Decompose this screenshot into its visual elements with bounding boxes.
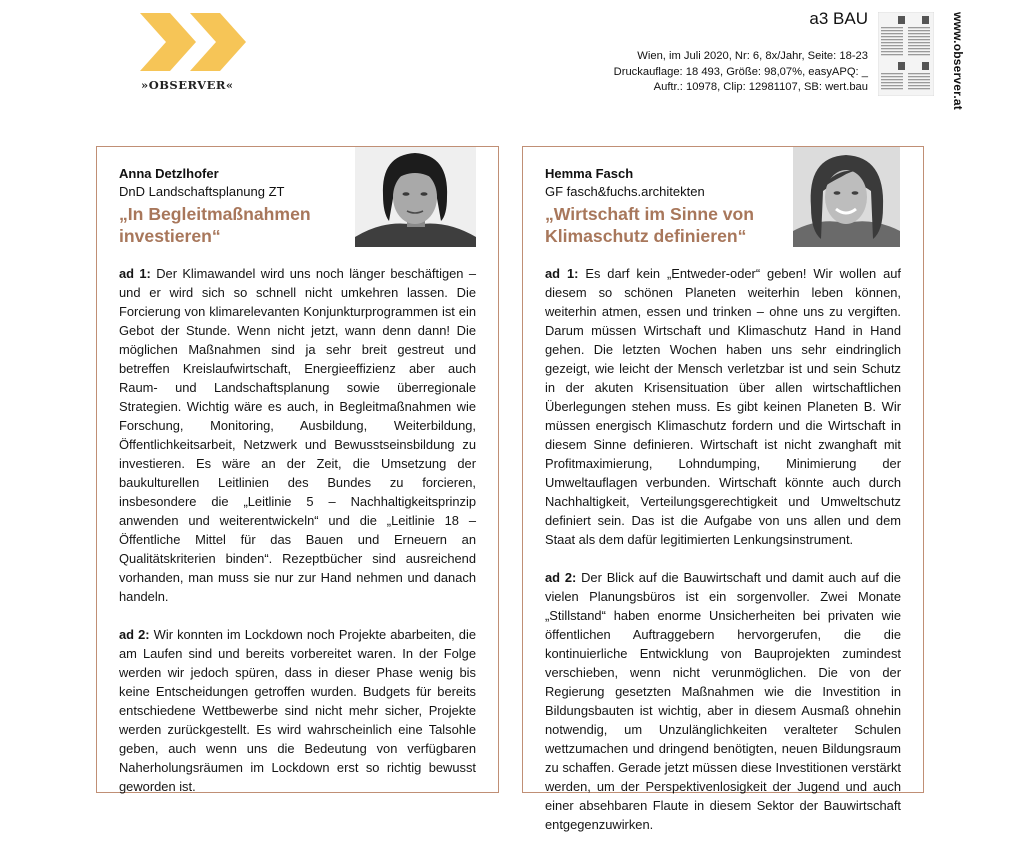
website-url: www.observer.at bbox=[951, 12, 965, 110]
person-name: Anna Detzlhofer bbox=[119, 166, 219, 181]
meta-line: Auftr.: 10978, Clip: 12981107, SB: wert.bau bbox=[653, 81, 868, 94]
answer-text: Wir konnten im Lockdown noch Projekte abarbeiten, die am Laufen sind und bereits vorbereitet waren. In der Folge werden wir jedoch spüren, dass in dieser Phase wenig bis keine Entscheidungen getroffen wurden. Budgets für bereits entschiedene Wettbewerbe sind nicht mehr sicher, Projekte werden zurückgestellt. Es wird wahrscheinlich eine Talsohle geben, auch wenn uns die Bedeutung von verfügbaren Naherholungsräumen im Lockdown erst so richtig bewusst geworden ist. bbox=[119, 627, 476, 794]
meta-line: Druckauflage: 18 493, Größe: 98,07%, easyAPQ: _ bbox=[613, 65, 868, 78]
person-role: GF fasch&fuchs.architekten bbox=[545, 184, 705, 199]
answer-paragraph-1 bbox=[119, 264, 476, 606]
logo-text: »OBSERVER« bbox=[141, 78, 234, 92]
answer-label: ad 1: bbox=[545, 266, 579, 281]
quote-line: investieren“ bbox=[119, 226, 221, 246]
article-body bbox=[545, 264, 901, 853]
quote-line: „Wirtschaft im Sinne von bbox=[545, 204, 755, 224]
quote-line: Klimaschutz definieren“ bbox=[545, 226, 747, 246]
answer-paragraph-1 bbox=[545, 264, 901, 549]
answer-label: ad 2: bbox=[119, 627, 150, 642]
person-name: Hemma Fasch bbox=[545, 166, 634, 181]
answer-text: Der Blick auf die Bauwirtschaft und damit auch auf die vielen Planungsbüros ist ein sorgenvoller. Zwei Monate „Stillstand“ haben enorme Unsicherheiten bei privaten wie öffentlichen Auftraggebern hervorgerufen, die die kontinuierliche Entwicklung von Bauprojekten zumindest verschieben, wenn nicht verunmöglichen. Die von der Regierung gesetzten Maßnahmen wie die Investition in Bildungsbauten ist wichtig, aber in diesem Ausmaß ohnehin notwendig, um Unzulänglichkeiten veralteter Schulen wettzumachen und dringend benötigten, neuen Bildungsraum zu schaffen. Gerade jetzt müssen diese Investitionen verstärkt werden, um der Perspektivenlosigkeit der Jugend und auch einer absehbaren Flaute in diesem Sektor der Bauwirtschaft entgegenzuwirken. bbox=[545, 570, 901, 832]
portrait-photo bbox=[793, 147, 900, 247]
answer-text: Es darf kein „Entweder-oder“ geben! Wir wollen auf diesem so schönen Planeten weiterhin leben können, weiterhin atmen, essen und trinken – ohne uns zu vergiften. Darum müssen Wirtschaft und Klimaschutz Hand in Hand gehen. Die letzten Wochen haben uns sehr eindringlich gezeigt, wie leicht der Mensch verletzbar ist und sein Schutz in der akuten Krisensituation über allen wirtschaftlichen Überlegungen stehen muss. Es gibt keinen Planeten B. Wir müssen energisch Klimaschutz fordern und die Wirtschaft in diesem Sinne definieren. Wirtschaft ist nicht zwanghaft mit Profitmaximierung, Lohndumping, Minimierung der Umweltauflagen verbunden. Wirtschaft könnte auch durch Nachhaltigkeit, Verteilungsgerechtigkeit und Umweltschutz definiert sein. Das ist die Aufgabe von uns allen und dem Staat als dem dafür legitimierten Lenkungsinstrument. bbox=[545, 266, 901, 547]
quote-headline bbox=[545, 203, 754, 247]
answer-label: ad 2: bbox=[545, 570, 577, 585]
article-box-fasch bbox=[522, 146, 924, 832]
answer-label: ad 1: bbox=[119, 266, 151, 281]
portrait-photo bbox=[355, 147, 476, 247]
answer-paragraph-2 bbox=[119, 625, 476, 796]
quote-headline bbox=[119, 203, 311, 247]
answer-text: Der Klimawandel wird uns noch länger beschäftigen – und er wird sich so schnell nicht umkehren lassen. Die Forcierung von klimarelevanten Konjunkturprogrammen ist ein Gebot der Stunde. Wenn nicht jetzt, wann denn dann! Die möglichen Maßnahmen sind ja sehr breit gestreut und betreffen Kreislaufwirtschaft, Energieeffizienz aber auch Raum- und Landschaftsplanung sowie überregionale Strategien. Wichtig wäre es auch, in Begleitmaßnahmen wie Forschung, Monitoring, Ausbildung, Weiterbildung, Öffentlichkeitsarbeit, Netzwerk und Bewusstseinsbildung zu investieren. Es wäre an der Zeit, die Umsetzung der baukulturellen Leitlinien des Bundes zu forcieren, insbesondere die „Leitlinie 5 – Nachhaltigkeitsprinzip anwenden und weiterentwickeln“ und die „Leitlinie 18 – Öffentliche Mittel für das Bauen und Erneuern an Qualitätskriterien binden“. Rezeptbücher sind ausreichend vorhanden, man muss sie nur zur Hand nehmen und danach handeln. bbox=[119, 266, 476, 604]
publication-name: a3 BAU bbox=[809, 9, 868, 28]
article-box-detzlhofer bbox=[96, 146, 499, 793]
publication-meta bbox=[614, 49, 868, 96]
person-role: DnD Landschaftsplanung ZT bbox=[119, 184, 285, 199]
quote-line: „In Begleitmaßnahmen bbox=[119, 204, 311, 224]
page-thumbnail bbox=[878, 12, 934, 96]
article-body bbox=[119, 264, 476, 815]
answer-paragraph-2 bbox=[545, 568, 901, 834]
meta-line: Wien, im Juli 2020, Nr: 6, 8x/Jahr, Seite: 18-23 bbox=[637, 50, 868, 62]
